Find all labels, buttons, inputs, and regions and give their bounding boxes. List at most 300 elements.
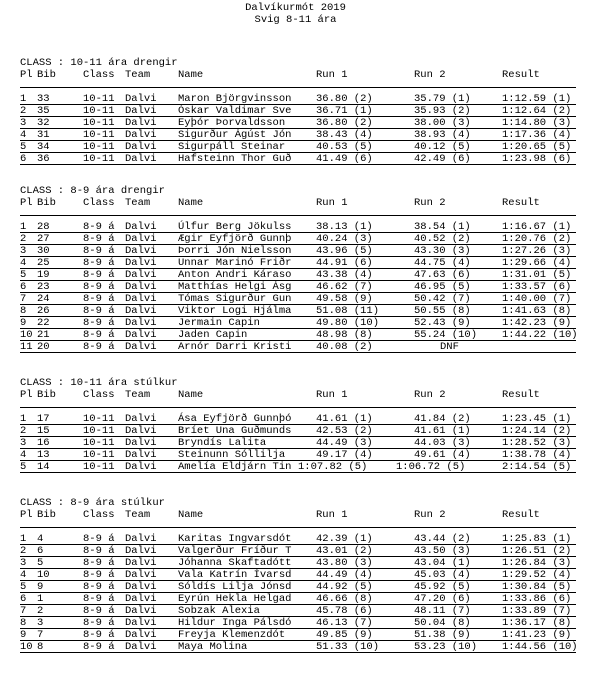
row-underline <box>20 164 576 165</box>
cell-run1: 49.80 (10) <box>316 317 380 329</box>
cell-pl: 9 <box>20 317 27 329</box>
column-header-pl: Pl <box>20 197 33 209</box>
cell-bib: 33 <box>37 93 50 105</box>
cell-pl: 1 <box>20 93 27 105</box>
cell-run2: 38.54 (1) <box>414 221 471 233</box>
cell-team: Dalvi <box>125 281 157 293</box>
cell-bib: 4 <box>37 533 44 545</box>
column-header-run2: Run 2 <box>414 69 446 81</box>
cell-name: Freyja Klemenzdót <box>178 629 286 641</box>
cell-cls: 10-11 <box>83 105 115 117</box>
cell-name: Maron Björgvinsson <box>178 93 292 105</box>
cell-pl: 8 <box>20 305 27 317</box>
cell-name: Ægir Eyfjörð Gunnþ <box>178 233 292 245</box>
cell-team: Dalvi <box>125 105 157 117</box>
column-header-run2: Run 2 <box>414 509 446 521</box>
cell-run2: 43.30 (3) <box>414 245 471 257</box>
cell-team: Dalvi <box>125 317 157 329</box>
class-label: CLASS : 8-9 ára drengir <box>20 185 165 197</box>
cell-cls: 8-9 á <box>83 245 115 257</box>
cell-run1: 42.39 (1) <box>316 533 373 545</box>
cell-run2: 53.23 (10) <box>414 641 478 653</box>
cell-run1: 42.53 (2) <box>316 425 373 437</box>
cell-bib: 17 <box>37 413 50 425</box>
cell-run2: 52.43 (9) <box>414 317 471 329</box>
cell-cls: 8-9 á <box>83 581 115 593</box>
cell-team: Dalvi <box>125 117 157 129</box>
cell-team: Dalvi <box>125 305 157 317</box>
cell-bib: 36 <box>37 153 50 165</box>
column-header-team: Team <box>125 197 151 209</box>
cell-run2: 43.04 (1) <box>414 557 471 569</box>
cell-run1: 1:07.82 (5) <box>298 461 368 473</box>
cell-run1: 49.85 (9) <box>316 629 373 641</box>
cell-cls: 10-11 <box>83 437 115 449</box>
cell-name: Bryndís Lalita <box>178 437 267 449</box>
column-header-cls: Class <box>83 389 115 401</box>
cell-bib: 27 <box>37 233 50 245</box>
cell-team: Dalvi <box>125 593 157 605</box>
cell-pl: 4 <box>20 449 27 461</box>
cell-run2: 44.03 (3) <box>414 437 471 449</box>
column-header-team: Team <box>125 509 151 521</box>
document-title: Dalvíkurmót 2019 <box>245 2 346 14</box>
cell-run1: 43.80 (3) <box>316 557 373 569</box>
cell-pl: 4 <box>20 129 27 141</box>
cell-cls: 8-9 á <box>83 221 115 233</box>
column-header-bib: Bib <box>37 69 56 81</box>
cell-bib: 21 <box>37 329 50 341</box>
cell-bib: 2 <box>37 605 44 617</box>
cell-name: Bríet Una Guðmunds <box>178 425 292 437</box>
cell-bib: 23 <box>37 281 50 293</box>
cell-run1: 44.92 (5) <box>316 581 373 593</box>
cell-run1: 40.08 (2) <box>316 341 373 353</box>
cell-name: Matthías Helgi Ásg <box>178 281 292 293</box>
column-header-cls: Class <box>83 509 115 521</box>
cell-cls: 10-11 <box>83 461 115 473</box>
cell-team: Dalvi <box>125 641 157 653</box>
cell-team: Dalvi <box>125 93 157 105</box>
cell-result: 1:20.65 (5) <box>502 141 572 153</box>
cell-pl: 1 <box>20 533 27 545</box>
cell-result: 1:25.83 (1) <box>502 533 572 545</box>
cell-name: Úlfur Berg Jökulss <box>178 221 292 233</box>
column-header-run1: Run 1 <box>316 197 348 209</box>
cell-cls: 8-9 á <box>83 317 115 329</box>
cell-cls: 8-9 á <box>83 533 115 545</box>
cell-pl: 3 <box>20 117 27 129</box>
header-rule <box>20 215 576 216</box>
cell-cls: 8-9 á <box>83 341 115 353</box>
cell-name: Eyþór Þorvaldsson <box>178 117 286 129</box>
cell-run2: 47.63 (6) <box>414 269 471 281</box>
cell-cls: 10-11 <box>83 93 115 105</box>
cell-bib: 24 <box>37 293 50 305</box>
cell-pl: 9 <box>20 629 27 641</box>
cell-team: Dalvi <box>125 341 157 353</box>
cell-bib: 16 <box>37 437 50 449</box>
cell-run2: 50.55 (8) <box>414 305 471 317</box>
cell-name: Sigurpáll Steinar <box>178 141 286 153</box>
cell-run1: 46.13 (7) <box>316 617 373 629</box>
cell-cls: 10-11 <box>83 413 115 425</box>
cell-run1: 46.62 (7) <box>316 281 373 293</box>
cell-pl: 2 <box>20 425 27 437</box>
cell-run1: 51.08 (11) <box>316 305 380 317</box>
cell-bib: 34 <box>37 141 50 153</box>
cell-pl: 2 <box>20 105 27 117</box>
cell-cls: 8-9 á <box>83 269 115 281</box>
cell-cls: 8-9 á <box>83 233 115 245</box>
cell-run2: 45.92 (5) <box>414 581 471 593</box>
column-header-result: Result <box>502 509 540 521</box>
cell-name: Sobzak Alexia <box>178 605 260 617</box>
cell-bib: 31 <box>37 129 50 141</box>
cell-run1: 49.17 (4) <box>316 449 373 461</box>
cell-name: Tómas Sigurður Gun <box>178 293 292 305</box>
cell-cls: 10-11 <box>83 425 115 437</box>
cell-pl: 10 <box>20 641 33 653</box>
cell-pl: 4 <box>20 257 27 269</box>
cell-result: 1:16.67 (1) <box>502 221 572 233</box>
cell-result: 1:44.22 (10) <box>502 329 578 341</box>
cell-pl: 1 <box>20 221 27 233</box>
cell-result: 1:33.89 (7) <box>502 605 572 617</box>
cell-run2: 45.03 (4) <box>414 569 471 581</box>
cell-pl: 3 <box>20 245 27 257</box>
cell-bib: 7 <box>37 629 44 641</box>
cell-team: Dalvi <box>125 153 157 165</box>
cell-result: 1:40.00 (7) <box>502 293 572 305</box>
cell-run2: 48.11 (7) <box>414 605 471 617</box>
cell-pl: 2 <box>20 545 27 557</box>
cell-result: 1:24.14 (2) <box>502 425 572 437</box>
cell-cls: 8-9 á <box>83 545 115 557</box>
cell-team: Dalvi <box>125 233 157 245</box>
row-underline <box>20 352 576 353</box>
column-header-cls: Class <box>83 69 115 81</box>
cell-pl: 5 <box>20 141 27 153</box>
cell-team: Dalvi <box>125 245 157 257</box>
cell-team: Dalvi <box>125 437 157 449</box>
cell-cls: 8-9 á <box>83 329 115 341</box>
cell-name: Ása Eyfjörð Gunnþó <box>178 413 292 425</box>
cell-name: Þorri Jón Nielsson <box>178 245 292 257</box>
cell-bib: 15 <box>37 425 50 437</box>
cell-run1: 36.80 (2) <box>316 93 373 105</box>
cell-name: Vala Katrín Ívarsd <box>178 569 292 581</box>
column-header-team: Team <box>125 69 151 81</box>
document-subtitle: Svig 8-11 ára <box>254 14 337 26</box>
cell-result: 1:36.17 (8) <box>502 617 572 629</box>
cell-bib: 14 <box>37 461 50 473</box>
cell-name: Sóldís Lilja Jónsd <box>178 581 292 593</box>
cell-cls: 10-11 <box>83 117 115 129</box>
cell-team: Dalvi <box>125 221 157 233</box>
cell-bib: 26 <box>37 305 50 317</box>
cell-bib: 22 <box>37 317 50 329</box>
cell-pl: 8 <box>20 617 27 629</box>
row-underline <box>20 652 576 653</box>
cell-cls: 8-9 á <box>83 281 115 293</box>
cell-name: Anton Andri Káraso <box>178 269 292 281</box>
cell-pl: 3 <box>20 437 27 449</box>
cell-team: Dalvi <box>125 129 157 141</box>
cell-run1: 49.58 (9) <box>316 293 373 305</box>
cell-result: 1:41.63 (8) <box>502 305 572 317</box>
cell-team: Dalvi <box>125 413 157 425</box>
column-header-run2: Run 2 <box>414 197 446 209</box>
cell-cls: 10-11 <box>83 153 115 165</box>
cell-pl: 2 <box>20 233 27 245</box>
cell-cls: 10-11 <box>83 449 115 461</box>
cell-pl: 6 <box>20 593 27 605</box>
cell-team: Dalvi <box>125 449 157 461</box>
cell-pl: 6 <box>20 153 27 165</box>
column-header-result: Result <box>502 197 540 209</box>
cell-team: Dalvi <box>125 141 157 153</box>
cell-name: Unnar Marinó Friðr <box>178 257 292 269</box>
column-header-run1: Run 1 <box>316 69 348 81</box>
cell-team: Dalvi <box>125 629 157 641</box>
cell-bib: 32 <box>37 117 50 129</box>
cell-pl: 3 <box>20 557 27 569</box>
cell-team: Dalvi <box>125 257 157 269</box>
cell-result: 1:29.52 (4) <box>502 569 572 581</box>
cell-bib: 19 <box>37 269 50 281</box>
cell-name: Jermain Capin <box>178 317 260 329</box>
cell-bib: 8 <box>37 641 44 653</box>
cell-pl: 5 <box>20 269 27 281</box>
cell-run1: 44.49 (3) <box>316 437 373 449</box>
cell-bib: 9 <box>37 581 44 593</box>
cell-name: Sigurður Ágúst Jón <box>178 129 292 141</box>
column-header-bib: Bib <box>37 197 56 209</box>
cell-result: 1:26.84 (3) <box>502 557 572 569</box>
cell-bib: 35 <box>37 105 50 117</box>
cell-run1: 36.80 (2) <box>316 117 373 129</box>
column-header-run2: Run 2 <box>414 389 446 401</box>
cell-run1: 41.49 (6) <box>316 153 373 165</box>
cell-team: Dalvi <box>125 461 157 473</box>
column-header-name: Name <box>178 69 204 81</box>
cell-result: 2:14.54 (5) <box>502 461 572 473</box>
column-header-name: Name <box>178 197 204 209</box>
cell-run1: 41.61 (1) <box>316 413 373 425</box>
cell-result: 1:20.76 (2) <box>502 233 572 245</box>
column-header-team: Team <box>125 389 151 401</box>
cell-cls: 10-11 <box>83 129 115 141</box>
header-rule <box>20 527 576 528</box>
cell-pl: 4 <box>20 569 27 581</box>
cell-cls: 8-9 á <box>83 641 115 653</box>
cell-cls: 8-9 á <box>83 257 115 269</box>
cell-result: 1:17.36 (4) <box>502 129 572 141</box>
cell-result: 1:14.80 (3) <box>502 117 572 129</box>
cell-name: Hildur Inga Pálsdó <box>178 617 292 629</box>
cell-name: Amelía Eldjárn Tin <box>178 461 292 473</box>
cell-pl: 7 <box>20 293 27 305</box>
column-header-bib: Bib <box>37 509 56 521</box>
column-header-bib: Bib <box>37 389 56 401</box>
column-header-result: Result <box>502 69 540 81</box>
column-header-name: Name <box>178 509 204 521</box>
cell-run1: 38.13 (1) <box>316 221 373 233</box>
cell-cls: 10-11 <box>83 141 115 153</box>
cell-result: 1:26.51 (2) <box>502 545 572 557</box>
cell-name: Valgerður Fríður T <box>178 545 292 557</box>
cell-cls: 8-9 á <box>83 629 115 641</box>
header-rule <box>20 87 576 88</box>
cell-result: 1:38.78 (4) <box>502 449 572 461</box>
class-label: CLASS : 8-9 ára stúlkur <box>20 497 165 509</box>
cell-bib: 13 <box>37 449 50 461</box>
cell-run2: 44.75 (4) <box>414 257 471 269</box>
column-header-run1: Run 1 <box>316 509 348 521</box>
cell-result: 1:12.64 (2) <box>502 105 572 117</box>
cell-cls: 8-9 á <box>83 569 115 581</box>
cell-name: Jóhanna Skaftadótt <box>178 557 292 569</box>
cell-run2: 42.49 (6) <box>414 153 471 165</box>
cell-team: Dalvi <box>125 533 157 545</box>
cell-run2: 35.93 (2) <box>414 105 471 117</box>
cell-name: Hafsteinn Thor Guð <box>178 153 292 165</box>
column-header-cls: Class <box>83 197 115 209</box>
cell-name: Eyrún Hekla Helgad <box>178 593 292 605</box>
cell-run2: 51.38 (9) <box>414 629 471 641</box>
cell-result: 1:33.57 (6) <box>502 281 572 293</box>
cell-name: Steinunn Sóllilja <box>178 449 286 461</box>
class-label: CLASS : 10-11 ára drengir <box>20 57 178 69</box>
cell-pl: 5 <box>20 581 27 593</box>
class-label: CLASS : 10-11 ára stúlkur <box>20 377 178 389</box>
cell-bib: 10 <box>37 569 50 581</box>
cell-name: Óskar Valdimar Sve <box>178 105 292 117</box>
cell-team: Dalvi <box>125 545 157 557</box>
cell-run2: 43.44 (2) <box>414 533 471 545</box>
cell-cls: 8-9 á <box>83 557 115 569</box>
cell-pl: 6 <box>20 281 27 293</box>
cell-bib: 1 <box>37 593 44 605</box>
cell-pl: 1 <box>20 413 27 425</box>
cell-result: 1:31.01 (5) <box>502 269 572 281</box>
cell-result: 1:33.86 (6) <box>502 593 572 605</box>
cell-result: 1:41.23 (9) <box>502 629 572 641</box>
header-rule <box>20 407 576 408</box>
cell-team: Dalvi <box>125 605 157 617</box>
cell-run1: 51.33 (10) <box>316 641 380 653</box>
cell-name: Karitas Ingvarsdót <box>178 533 292 545</box>
cell-result: 1:44.56 (10) <box>502 641 578 653</box>
cell-pl: 7 <box>20 605 27 617</box>
column-header-result: Result <box>502 389 540 401</box>
cell-pl: 10 <box>20 329 33 341</box>
column-header-pl: Pl <box>20 69 33 81</box>
cell-run2: 50.42 (7) <box>414 293 471 305</box>
cell-bib: 30 <box>37 245 50 257</box>
cell-run1: 38.43 (4) <box>316 129 373 141</box>
cell-run2: 47.20 (6) <box>414 593 471 605</box>
cell-name: Jaden Capin <box>178 329 248 341</box>
cell-team: Dalvi <box>125 269 157 281</box>
cell-cls: 8-9 á <box>83 605 115 617</box>
cell-pl: 11 <box>20 341 33 353</box>
cell-cls: 8-9 á <box>83 305 115 317</box>
cell-team: Dalvi <box>125 557 157 569</box>
cell-team: Dalvi <box>125 617 157 629</box>
cell-run2: 38.00 (3) <box>414 117 471 129</box>
cell-result: 1:23.98 (6) <box>502 153 572 165</box>
cell-result: 1:27.26 (3) <box>502 245 572 257</box>
cell-run1: 44.49 (4) <box>316 569 373 581</box>
cell-run2: 35.79 (1) <box>414 93 471 105</box>
column-header-pl: Pl <box>20 509 33 521</box>
cell-run1: 40.24 (3) <box>316 233 373 245</box>
cell-run2: 40.12 (5) <box>414 141 471 153</box>
cell-run2: 40.52 (2) <box>414 233 471 245</box>
cell-run2: 46.95 (5) <box>414 281 471 293</box>
cell-bib: 5 <box>37 557 44 569</box>
cell-name: Viktor Logi Hjálma <box>178 305 292 317</box>
cell-run1: 44.91 (6) <box>316 257 373 269</box>
cell-pl: 5 <box>20 461 27 473</box>
cell-cls: 8-9 á <box>83 617 115 629</box>
cell-run1: 48.98 (8) <box>316 329 373 341</box>
cell-run2: 55.24 (10) <box>414 329 478 341</box>
cell-run2: 41.61 (1) <box>414 425 471 437</box>
cell-result: 1:30.84 (5) <box>502 581 572 593</box>
row-underline <box>20 472 576 473</box>
cell-run2: 38.93 (4) <box>414 129 471 141</box>
cell-run1: 43.38 (4) <box>316 269 373 281</box>
cell-run1: 43.96 (5) <box>316 245 373 257</box>
cell-run1: 46.66 (8) <box>316 593 373 605</box>
cell-run2: 41.84 (2) <box>414 413 471 425</box>
cell-result: 1:29.66 (4) <box>502 257 572 269</box>
cell-result: 1:23.45 (1) <box>502 413 572 425</box>
cell-run1: 40.53 (5) <box>316 141 373 153</box>
cell-run2: 1:06.72 (5) <box>396 461 466 473</box>
column-header-run1: Run 1 <box>316 389 348 401</box>
cell-team: Dalvi <box>125 329 157 341</box>
cell-name: Arnór Darri Kristi <box>178 341 292 353</box>
cell-name: Maya Molina <box>178 641 248 653</box>
cell-bib: 25 <box>37 257 50 269</box>
cell-bib: 28 <box>37 221 50 233</box>
column-header-pl: Pl <box>20 389 33 401</box>
cell-team: Dalvi <box>125 425 157 437</box>
cell-cls: 8-9 á <box>83 593 115 605</box>
column-header-name: Name <box>178 389 204 401</box>
cell-run2: 43.50 (3) <box>414 545 471 557</box>
cell-run1: 45.78 (6) <box>316 605 373 617</box>
cell-bib: 6 <box>37 545 44 557</box>
cell-run2: 49.61 (4) <box>414 449 471 461</box>
cell-team: Dalvi <box>125 581 157 593</box>
cell-team: Dalvi <box>125 569 157 581</box>
cell-run2: DNF <box>440 341 459 353</box>
cell-run1: 43.01 (2) <box>316 545 373 557</box>
cell-cls: 8-9 á <box>83 293 115 305</box>
cell-run1: 36.71 (1) <box>316 105 373 117</box>
cell-run2: 50.04 (8) <box>414 617 471 629</box>
cell-team: Dalvi <box>125 293 157 305</box>
cell-result: 1:12.59 (1) <box>502 93 572 105</box>
cell-result: 1:42.23 (9) <box>502 317 572 329</box>
cell-bib: 20 <box>37 341 50 353</box>
cell-result: 1:28.52 (3) <box>502 437 572 449</box>
